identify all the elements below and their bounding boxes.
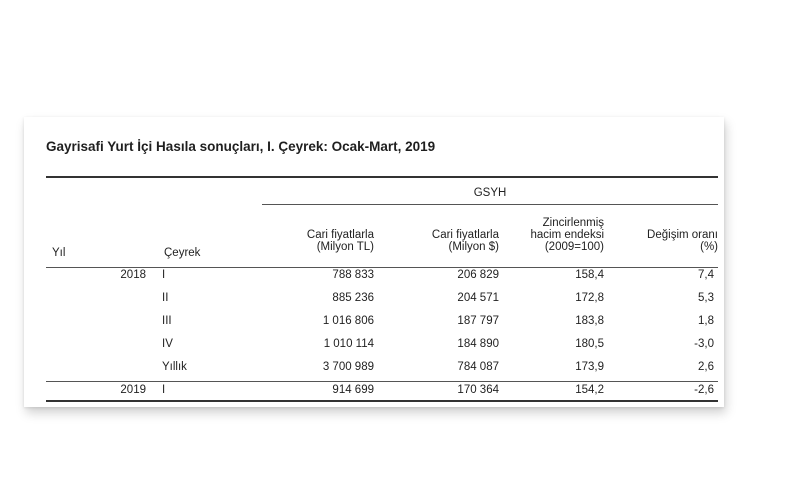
cell-endeks: 158,4 [575, 269, 604, 281]
col-header-zincir-line2: hacim endeksi [530, 229, 604, 241]
col-header-zincir-line1: Zincirlenmiş [542, 217, 604, 229]
cell-oran: 1,8 [698, 315, 714, 327]
header-rule [46, 267, 718, 268]
group-header-rule [262, 204, 718, 205]
cell-cari-tl: 3 700 989 [322, 361, 374, 373]
col-header-cari-tl [274, 229, 374, 253]
annual-rule [46, 381, 718, 382]
cell-cari-usd: 187 797 [457, 315, 499, 327]
cell-ceyrek: II [162, 292, 169, 304]
cell-ceyrek: Yıllık [162, 361, 187, 373]
cell-ceyrek: I [162, 384, 166, 396]
cell-cari-usd: 206 829 [457, 269, 499, 281]
col-header-cari-usd-line1: Cari fiyatlarla [431, 229, 499, 241]
col-header-cari-tl-line1: Cari fiyatlarla [306, 229, 374, 241]
col-header-ceyrek: Çeyrek [164, 247, 201, 259]
cell-cari-usd: 184 890 [457, 338, 499, 350]
top-rule [46, 176, 718, 178]
col-header-cari-tl-line2: (Milyon TL) [316, 241, 374, 253]
col-header-cari-usd-line2: (Milyon $) [448, 241, 499, 253]
cell-ceyrek: III [162, 315, 172, 327]
cell-cari-usd: 204 571 [457, 292, 499, 304]
cell-oran: 7,4 [698, 269, 714, 281]
cell-yil: 2019 [120, 384, 146, 396]
group-header-gsyh: GSYH [473, 187, 507, 199]
cell-endeks: 183,8 [575, 315, 604, 327]
cell-endeks: 173,9 [575, 361, 604, 373]
cell-oran: 5,3 [698, 292, 714, 304]
cell-oran: -3,0 [694, 338, 714, 350]
cell-cari-usd: 784 087 [457, 361, 499, 373]
cell-cari-tl: 1 010 114 [323, 338, 374, 350]
cell-cari-tl: 914 699 [332, 384, 374, 396]
cell-oran: 2,6 [698, 361, 714, 373]
cell-ceyrek: IV [162, 338, 173, 350]
cell-ceyrek: I [162, 269, 166, 281]
table-title: Gayrisafi Yurt İçi Hasıla sonuçları, I. Çeyrek: Ocak-Mart, 2019 [46, 139, 436, 154]
col-header-cari-usd [399, 229, 499, 253]
col-header-degisim [614, 229, 718, 253]
col-header-zincir [504, 217, 604, 253]
col-header-degisim-line1: Değişim oranı [647, 229, 718, 241]
cell-cari-usd: 170 364 [457, 384, 499, 396]
cell-endeks: 154,2 [575, 384, 604, 396]
cell-endeks: 172,8 [575, 292, 604, 304]
cell-cari-tl: 885 236 [332, 292, 374, 304]
cell-cari-tl: 1 016 806 [322, 315, 374, 327]
cell-endeks: 180,5 [575, 338, 604, 350]
cell-cari-tl: 788 833 [332, 269, 374, 281]
bottom-rule [46, 400, 718, 402]
col-header-zincir-line3: (2009=100) [544, 241, 604, 253]
cell-oran: -2,6 [694, 384, 714, 396]
table-card [24, 117, 724, 407]
cell-yil: 2018 [120, 269, 146, 281]
col-header-yil: Yıl [52, 247, 66, 259]
col-header-degisim-line2: (%) [700, 241, 718, 253]
